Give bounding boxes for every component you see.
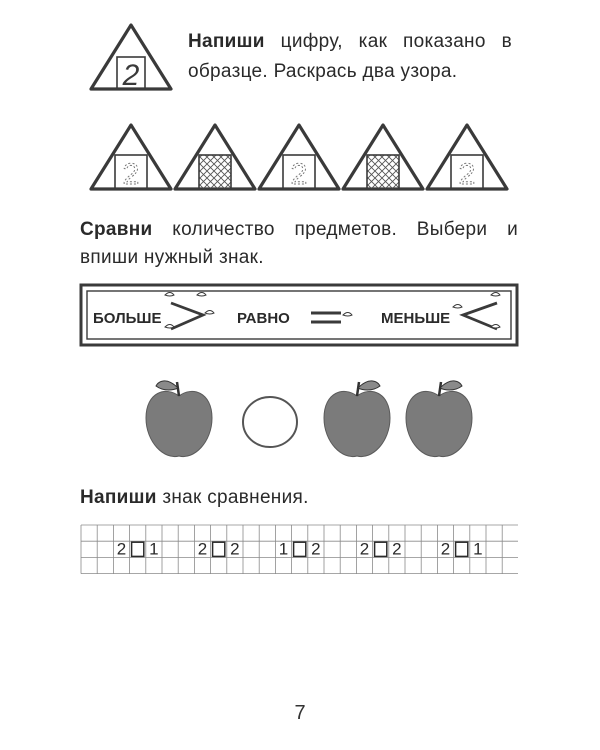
- apple-comparison: [130, 372, 480, 464]
- triangle-4[interactable]: [343, 125, 423, 189]
- answer-box[interactable]: [375, 542, 387, 556]
- task3-keyword: Напиши: [80, 487, 157, 508]
- triangle-5[interactable]: [427, 125, 507, 191]
- dotted-digit-3: 2: [290, 158, 308, 191]
- exercise-left-number: 2: [440, 539, 451, 559]
- triangle-row: [88, 122, 518, 192]
- triangle-2[interactable]: [175, 125, 255, 189]
- writing-grid: [80, 524, 518, 574]
- pattern-fill: [199, 155, 231, 189]
- legend-less-label: МЕНЬШЕ: [381, 310, 451, 327]
- triangle-1[interactable]: [91, 125, 171, 191]
- task1-instruction-line2: образце. Раскрась два узора.: [188, 61, 458, 82]
- page-number: 7: [294, 702, 306, 724]
- exercise-right-number: 2: [230, 539, 240, 559]
- task1-instruction-line1: [188, 27, 512, 57]
- exercise-right-number: 2: [392, 539, 402, 559]
- exercise-left-number: 2: [197, 539, 208, 559]
- task2-keyword: Сравни: [80, 219, 153, 240]
- answer-box[interactable]: [213, 542, 225, 556]
- comparison-exercise: [117, 539, 159, 558]
- exercise-right-number: 1: [149, 539, 159, 559]
- task3-instruction: Напиши знак сравнения.: [80, 487, 309, 508]
- comparison-legend: [79, 283, 519, 347]
- dotted-digit-1: 2: [122, 158, 140, 191]
- answer-box[interactable]: [456, 542, 468, 556]
- task1-line1-rest: цифру, как показано в: [280, 31, 512, 52]
- answer-box[interactable]: [132, 542, 144, 556]
- task1-keyword: Напиши: [188, 31, 265, 52]
- triangle-3[interactable]: [259, 125, 339, 191]
- exercise-right-number: 2: [311, 539, 321, 559]
- exercise-left-number: 2: [116, 539, 127, 559]
- comparison-exercise: [441, 539, 483, 558]
- legend-equal-label: РАВНО: [237, 310, 290, 327]
- task2-instruction-line1: Сравни количество предметов. Выбери и: [80, 219, 518, 240]
- sample-digit: 2: [122, 59, 140, 92]
- comparison-exercise: [198, 539, 240, 558]
- comparison-answer-circle[interactable]: [243, 397, 297, 447]
- dotted-digit-5: 2: [458, 158, 476, 191]
- exercise-left-number: 1: [278, 539, 289, 559]
- apple-icon: [324, 381, 390, 457]
- sample-triangle: [88, 22, 174, 92]
- comparison-exercise: [279, 539, 321, 558]
- answer-box[interactable]: [294, 542, 306, 556]
- apple-icon: [146, 381, 212, 457]
- pattern-fill: [367, 155, 399, 189]
- task2-instruction-line2: впиши нужный знак.: [80, 247, 264, 268]
- comparison-exercise: [360, 539, 402, 558]
- exercise-right-number: 1: [473, 539, 483, 559]
- apple-icon: [406, 381, 472, 457]
- legend-greater-label: БОЛЬШЕ: [93, 310, 162, 327]
- exercise-left-number: 2: [359, 539, 370, 559]
